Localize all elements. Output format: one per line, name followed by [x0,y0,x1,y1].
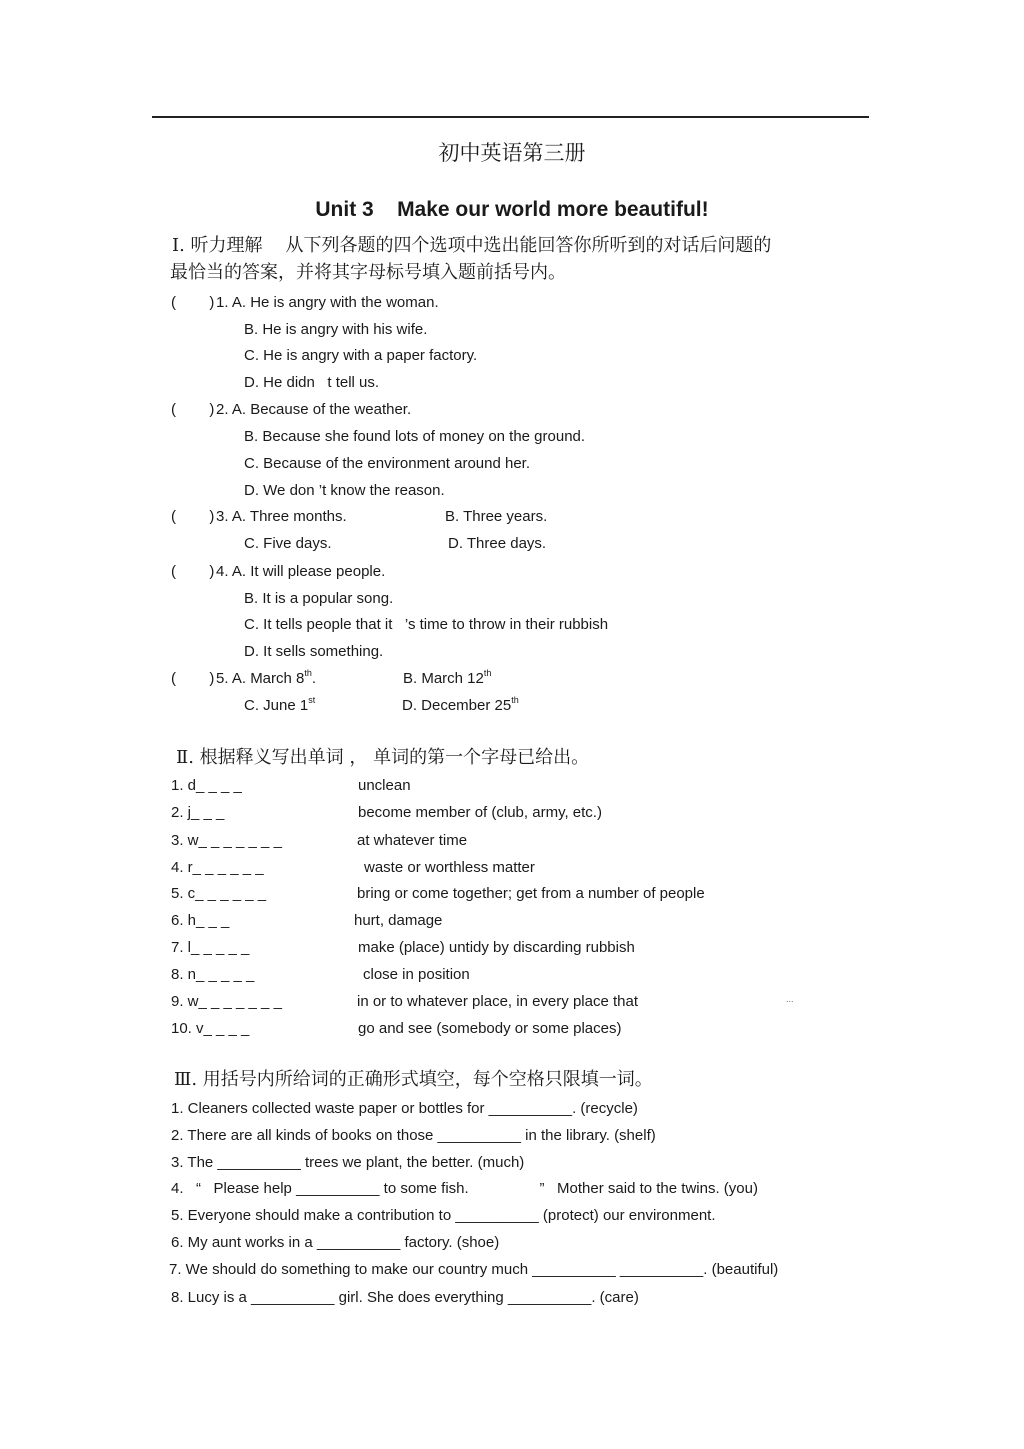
section2-heading: Ⅱ. 根据释义写出单词 ， 单词的第一个字母已给出。 [176,747,590,768]
vocab-word: 5. c_ _ _ _ _ _ [171,885,267,902]
q4-option-b: B. It is a popular song. [244,590,394,607]
section1-heading-line2: 最恰当的答案，并将其字母标号填入题前括号内。 [170,262,566,283]
vocab-definition: close in position [363,966,470,983]
vocab-definition: make (place) untidy by discarding rubbish [358,939,635,956]
answer-bracket: ( ) [171,401,215,418]
answer-bracket: ( ) [171,670,215,687]
q4-option-d: D. It sells something. [244,643,384,660]
vocab-definition: in or to whatever place, in every place that [357,993,638,1010]
q1-option-b: B. He is angry with his wife. [244,321,428,338]
section3-heading: Ⅲ. 用括号内所给词的正确形式填空，每个空格只限填一词。 [174,1069,653,1090]
q3-option-a: 3. A. Three months. [216,508,347,525]
vocab-definition: go and see (somebody or some places) [358,1020,622,1037]
q5-option-d: D. December 25th [402,695,519,714]
q4-option-a: 4. A. It will please people. [216,563,386,580]
fill-blank-sentence: 8. Lucy is a __________ girl. She does everything __________. (care) [171,1289,639,1306]
q5-option-c: C. June 1st [244,695,316,714]
q2-option-c: C. Because of the environment around her. [244,455,531,472]
vocab-definition: bring or come together; get from a number of people [357,885,705,902]
vocab-word: 2. j_ _ _ [171,804,225,821]
q2-option-a: 2. A. Because of the weather. [216,401,412,418]
q3-option-c: C. Five days. [244,535,332,552]
fill-blank-sentence: 3. The __________ trees we plant, the better. (much) [171,1154,525,1171]
answer-bracket: ( ) [171,563,215,580]
q5-option-a: 5. A. March 8th. [216,668,317,687]
q5-option-b: B. March 12th [403,668,492,687]
vocab-definition: become member of (club, army, etc.) [358,804,602,821]
unit-title: Unit 3 Make our world more beautiful! [315,198,709,221]
vocab-word: 7. l_ _ _ _ _ [171,939,250,956]
vocab-word: 10. v_ _ _ _ [171,1020,250,1037]
q3-option-d: D. Three days. [448,535,547,552]
fill-blank-sentence: 4. “ Please help __________ to some fish. ” Mother said to the twins. (you) [171,1180,758,1197]
book-title: 初中英语第三册 [438,141,586,165]
fill-blank-sentence: 7. We should do something to make our country much __________ __________. (beautiful) [169,1261,779,1278]
q3-option-b: B. Three years. [445,508,548,525]
header-rule [152,116,869,118]
vocab-definition: at whatever time [357,832,468,849]
q2-option-b: B. Because she found lots of money on the ground. [244,428,586,445]
fill-blank-sentence: 6. My aunt works in a __________ factory. (shoe) [171,1234,500,1251]
fill-blank-sentence: 5. Everyone should make a contribution to __________ (protect) our environment. [171,1207,716,1224]
q2-option-d: D. We don ’t know the reason. [244,482,445,499]
vocab-definition: unclean [358,777,411,794]
q1-option-a: 1. A. He is angry with the woman. [216,294,439,311]
q1-option-c: C. He is angry with a paper factory. [244,347,478,364]
vocab-word: 9. w_ _ _ _ _ _ _ [171,993,282,1010]
section1-heading-line1: Ⅰ. 听力理解 从下列各题的四个选项中选出能回答你所听到的对话后问题的 [172,235,772,256]
vocab-definition: hurt, damage [354,912,443,929]
vocab-word: 3. w_ _ _ _ _ _ _ [171,832,282,849]
vocab-definition: waste or worthless matter [364,859,535,876]
stray-dots: ... [786,994,794,1004]
fill-blank-sentence: 2. There are all kinds of books on those __________ in the library. (shelf) [171,1127,656,1144]
q4-option-c: C. It tells people that it ’s time to throw in their rubbish [244,616,609,633]
vocab-word: 4. r_ _ _ _ _ _ [171,859,264,876]
vocab-word: 1. d_ _ _ _ [171,777,242,794]
vocab-word: 8. n_ _ _ _ _ [171,966,255,983]
answer-bracket: ( ) [171,508,215,525]
q1-option-d: D. He didn t tell us. [244,374,380,391]
answer-bracket: ( ) [171,294,215,311]
fill-blank-sentence: 1. Cleaners collected waste paper or bottles for __________. (recycle) [171,1100,638,1117]
vocab-word: 6. h_ _ _ [171,912,230,929]
